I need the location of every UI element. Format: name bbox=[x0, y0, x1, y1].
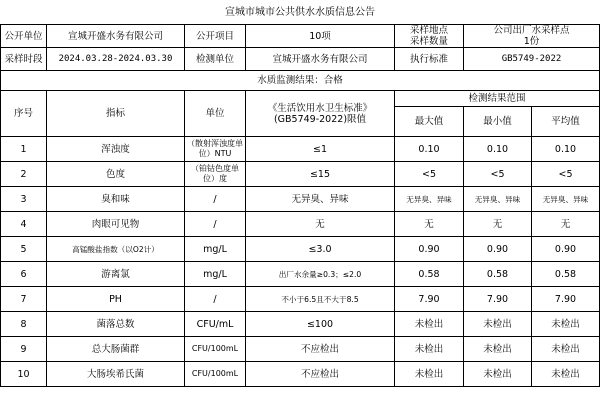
cell-max: 无异臭、异味 bbox=[395, 187, 464, 212]
cell-min: 0.58 bbox=[464, 262, 532, 287]
cell-indicator: 浑浊度 bbox=[47, 137, 185, 162]
sample-site-label: 采样地点 采样数量 bbox=[395, 25, 464, 48]
cell-avg: 7.90 bbox=[532, 287, 600, 312]
cell-min: 未检出 bbox=[464, 362, 532, 387]
table-row bbox=[1, 187, 600, 212]
cell-unit: mg/L bbox=[185, 262, 246, 287]
table-row bbox=[1, 362, 600, 387]
cell-no: 9 bbox=[1, 337, 47, 362]
cell-indicator: 菌落总数 bbox=[47, 312, 185, 337]
cell-unit: （铂钴色度单位）度 bbox=[185, 162, 246, 187]
cell-no: 8 bbox=[1, 312, 47, 337]
cell-no: 2 bbox=[1, 162, 47, 187]
water-quality-table bbox=[0, 24, 600, 387]
result-row bbox=[1, 71, 600, 91]
header-avg: 平均值 bbox=[532, 107, 600, 137]
cell-indicator: 高锰酸盐指数（以O2计） bbox=[47, 237, 185, 262]
sample-time-value: 2024.03.28-2024.03.30 bbox=[47, 48, 185, 71]
cell-max: 未检出 bbox=[395, 337, 464, 362]
cell-avg: 无 bbox=[532, 212, 600, 237]
header-max: 最大值 bbox=[395, 107, 464, 137]
cell-max: 未检出 bbox=[395, 362, 464, 387]
cell-limit: ≤15 bbox=[246, 162, 395, 187]
cell-limit: 无 bbox=[246, 212, 395, 237]
cell-unit: / bbox=[185, 187, 246, 212]
cell-avg: 无异臭、异味 bbox=[532, 187, 600, 212]
header-indicator: 指标 bbox=[47, 91, 185, 137]
cell-no: 6 bbox=[1, 262, 47, 287]
cell-no: 4 bbox=[1, 212, 47, 237]
cell-unit: （散射浑浊度单位）NTU bbox=[185, 137, 246, 162]
cell-max: 0.90 bbox=[395, 237, 464, 262]
cell-avg: 0.90 bbox=[532, 237, 600, 262]
sample-time-label: 采样时段 bbox=[1, 48, 47, 71]
document-title: 宣城市城市公共供水水质信息公告 bbox=[225, 7, 375, 18]
cell-avg: 0.58 bbox=[532, 262, 600, 287]
table-row bbox=[1, 287, 600, 312]
standard-value: GB5749-2022 bbox=[464, 48, 600, 71]
cell-limit: ≤3.0 bbox=[246, 237, 395, 262]
cell-min: 未检出 bbox=[464, 337, 532, 362]
table-row bbox=[1, 312, 600, 337]
pub-items-value: 10项 bbox=[246, 25, 395, 48]
cell-avg: <5 bbox=[532, 162, 600, 187]
cell-min: 0.10 bbox=[464, 137, 532, 162]
pub-unit-label: 公开单位 bbox=[1, 25, 47, 48]
header-unit: 单位 bbox=[185, 91, 246, 137]
header-row-1 bbox=[1, 91, 600, 107]
cell-avg: 0.10 bbox=[532, 137, 600, 162]
table-row bbox=[1, 162, 600, 187]
cell-unit: CFU/mL bbox=[185, 312, 246, 337]
cell-indicator: 游离氯 bbox=[47, 262, 185, 287]
cell-indicator: 总大肠菌群 bbox=[47, 337, 185, 362]
meta-row-2 bbox=[1, 48, 600, 71]
cell-max: 0.58 bbox=[395, 262, 464, 287]
cell-min: 无 bbox=[464, 212, 532, 237]
header-min: 最小值 bbox=[464, 107, 532, 137]
cell-limit: 不小于6.5且不大于8.5 bbox=[246, 287, 395, 312]
cell-avg: 未检出 bbox=[532, 362, 600, 387]
meta-row-1 bbox=[1, 25, 600, 48]
standard-label: 执行标准 bbox=[395, 48, 464, 71]
table-row bbox=[1, 237, 600, 262]
cell-no: 5 bbox=[1, 237, 47, 262]
cell-indicator: 臭和味 bbox=[47, 187, 185, 212]
cell-indicator: 肉眼可见物 bbox=[47, 212, 185, 237]
cell-limit: 无异臭、异味 bbox=[246, 187, 395, 212]
test-unit-value: 宣城开盛水务有限公司 bbox=[246, 48, 395, 71]
cell-max: 7.90 bbox=[395, 287, 464, 312]
header-range: 检测结果范围 bbox=[395, 91, 600, 107]
sample-site-value: 公司出厂水采样点 1份 bbox=[464, 25, 600, 48]
cell-min: 0.90 bbox=[464, 237, 532, 262]
cell-indicator: 色度 bbox=[47, 162, 185, 187]
pub-unit-value: 宣城开盛水务有限公司 bbox=[47, 25, 185, 48]
table-row bbox=[1, 262, 600, 287]
cell-unit: CFU/100mL bbox=[185, 362, 246, 387]
cell-unit: CFU/100mL bbox=[185, 337, 246, 362]
cell-unit: / bbox=[185, 287, 246, 312]
cell-limit: 不应检出 bbox=[246, 362, 395, 387]
cell-min: 7.90 bbox=[464, 287, 532, 312]
cell-limit: ≤1 bbox=[246, 137, 395, 162]
cell-limit: ≤100 bbox=[246, 312, 395, 337]
cell-unit: mg/L bbox=[185, 237, 246, 262]
table-row bbox=[1, 337, 600, 362]
cell-max: 0.10 bbox=[395, 137, 464, 162]
cell-max: 未检出 bbox=[395, 312, 464, 337]
cell-no: 1 bbox=[1, 137, 47, 162]
cell-no: 3 bbox=[1, 187, 47, 212]
cell-indicator: 大肠埃希氏菌 bbox=[47, 362, 185, 387]
cell-max: 无 bbox=[395, 212, 464, 237]
cell-max: <5 bbox=[395, 162, 464, 187]
table-row bbox=[1, 137, 600, 162]
cell-min: <5 bbox=[464, 162, 532, 187]
cell-unit: / bbox=[185, 212, 246, 237]
table-row bbox=[1, 212, 600, 237]
cell-min: 无异臭、异味 bbox=[464, 187, 532, 212]
test-unit-label: 检测单位 bbox=[185, 48, 246, 71]
cell-min: 未检出 bbox=[464, 312, 532, 337]
cell-indicator: PH bbox=[47, 287, 185, 312]
result-text: 水质监测结果：合格 bbox=[1, 71, 600, 91]
header-limit: 《生活饮用水卫生标准》 (GB5749-2022)限值 bbox=[246, 91, 395, 137]
cell-avg: 未检出 bbox=[532, 312, 600, 337]
cell-limit: 不应检出 bbox=[246, 337, 395, 362]
cell-limit: 出厂水余量≥0.3；≤2.0 bbox=[246, 262, 395, 287]
header-no: 序号 bbox=[1, 91, 47, 137]
pub-items-label: 公开项目 bbox=[185, 25, 246, 48]
cell-no: 7 bbox=[1, 287, 47, 312]
cell-avg: 未检出 bbox=[532, 337, 600, 362]
cell-no: 10 bbox=[1, 362, 47, 387]
